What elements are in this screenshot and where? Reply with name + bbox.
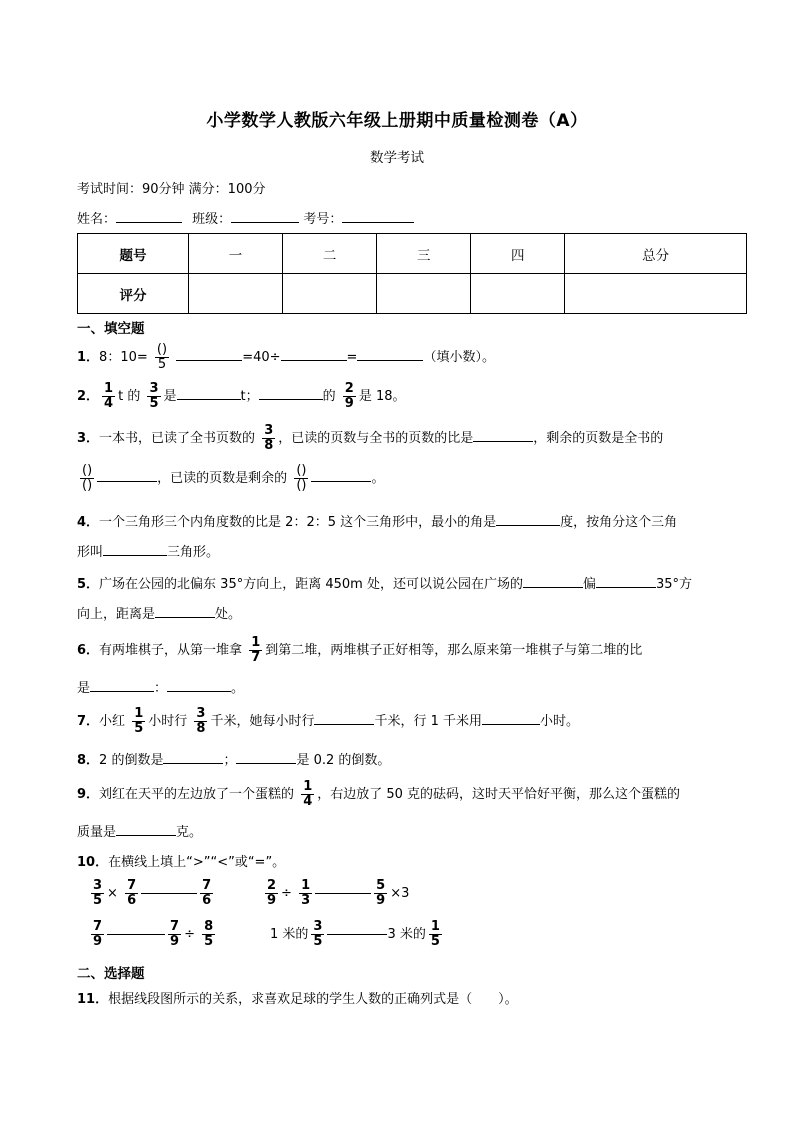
fraction: $\frac{7}{9}$ [93, 919, 103, 949]
question-10: 10．在横线上填上“>”“<”或“=”。 [77, 855, 286, 870]
answer-blank[interactable] [236, 749, 296, 764]
score-table-score-row [78, 274, 747, 314]
fraction: $\frac{2}{9}$ [344, 381, 354, 411]
answer-blank[interactable] [281, 346, 347, 361]
student-info-row [77, 208, 414, 227]
answer-blank[interactable] [259, 385, 323, 400]
fraction: $\frac{3}{5}$ [313, 919, 323, 949]
question-9-line-2: 质量是 克。 [77, 821, 202, 840]
question-9: 9．刘红在天平的左边放了一个蛋糕的 $\frac{1}{4}$ ，右边放了 50 克的砝码，这时天平恰好平衡，那么这个蛋糕的 [77, 779, 681, 809]
number-blank[interactable] [342, 208, 414, 223]
score-table-header-row [78, 234, 747, 274]
question-6-line-2: 是 ： 。 [77, 677, 244, 696]
score-header-cell: 二 [283, 234, 377, 274]
question-10-row-1-right: $\frac{2}{9}$ ÷ $\frac{1}{3}$ $\frac{5}{9}$ ×3 [267, 878, 410, 908]
fraction: $\frac{2}{9}$ [267, 878, 277, 908]
question-5-line-2: 向上，距离是 处。 [77, 603, 241, 622]
score-header-cell: 总分 [565, 234, 747, 274]
fraction: $\frac{1}{3}$ [301, 878, 311, 908]
section-multiple-choice: 二、选择题 [77, 966, 145, 982]
fraction: $\frac{()}{()}$ [82, 463, 93, 493]
score-cell[interactable] [565, 274, 747, 314]
answer-blank[interactable] [482, 710, 540, 725]
number-label: 考号： [303, 212, 343, 227]
answer-blank[interactable] [176, 346, 242, 361]
fraction: $\frac{7}{6}$ [127, 878, 137, 908]
question-10-row-2-left: $\frac{7}{9}$ $\frac{7}{9}$ ÷ $\frac{8}{5}$ [93, 919, 214, 949]
fraction: $\frac{1}{5}$ [430, 919, 440, 949]
page-title: 小学数学人教版六年级上册期中质量检测卷（A） [206, 111, 588, 131]
question-6: 6．有两堆棋子，从第一堆拿 $\frac{1}{7}$ 到第二堆，两堆棋子正好相等，那么原来第一堆棋子与第二堆的比 [77, 635, 643, 665]
fraction: $\frac{5}{9}$ [376, 878, 386, 908]
fraction: $\frac{8}{5}$ [204, 919, 214, 949]
compare-blank[interactable] [107, 934, 165, 935]
fraction: $\frac{3}{5}$ [93, 878, 103, 908]
answer-blank[interactable] [103, 541, 167, 556]
compare-blank[interactable] [327, 934, 387, 935]
answer-blank[interactable] [163, 749, 223, 764]
answer-blank[interactable] [357, 346, 423, 361]
answer-blank[interactable] [314, 710, 374, 725]
fraction: $\frac{1}{5}$ [134, 706, 144, 736]
question-3: 3．一本书，已读了全书页数的 $\frac{3}{8}$ ，已读的页数与全书的页数的比是 ，剩余的页数是全书的 [77, 423, 664, 453]
exam-info: 考试时间：90分钟 满分：100分 [77, 182, 266, 197]
fraction: $\frac{7}{9}$ [170, 919, 180, 949]
fraction: $\frac{3}{8}$ [196, 706, 206, 736]
question-8: 8．2 的倒数是 ； 是 0.2 的倒数。 [77, 749, 390, 768]
question-5: 5．广场在公园的北偏东 35°方向上，距离 450m 处，还可以说公园在广场的 偏 35°方 [77, 573, 692, 592]
answer-blank[interactable] [596, 573, 656, 588]
score-row-label: 评分 [78, 274, 189, 314]
score-cell[interactable] [471, 274, 565, 314]
question-11: 11．根据线段图所示的关系，求喜欢足球的学生人数的正确列式是（ ）。 [77, 992, 518, 1007]
class-label: 班级： [192, 212, 232, 227]
section-fill-blank: 一、填空题 [77, 321, 145, 337]
fraction: $\frac{7}{6}$ [202, 878, 212, 908]
fraction: $\frac{()}{5}$ [156, 342, 168, 372]
answer-blank[interactable] [177, 385, 241, 400]
score-header-cell: 三 [377, 234, 471, 274]
question-2: 2． $\frac{1}{4}$ t 的 $\frac{3}{5}$ 是 t； 的 $\frac{2}{9}$ 是 18。 [77, 381, 406, 411]
question-1: 1．8：10= $\frac{()}{5}$ =40÷ = （填小数）。 [77, 342, 495, 372]
name-label: 姓名： [77, 212, 117, 227]
score-table [77, 233, 747, 314]
answer-blank[interactable] [473, 427, 533, 442]
fraction: $\frac{1}{4}$ [303, 779, 313, 809]
score-header-cell: 一 [189, 234, 283, 274]
answer-blank[interactable] [155, 603, 215, 618]
score-cell[interactable] [189, 274, 283, 314]
score-cell[interactable] [283, 274, 377, 314]
question-3-line-2: $\frac{()}{()}$ ，已读的页数是剩余的 $\frac{()}{()}$ 。 [82, 463, 385, 493]
fraction: $\frac{3}{5}$ [149, 381, 159, 411]
answer-blank[interactable] [523, 573, 583, 588]
question-10-row-2-right: 1 米的 $\frac{3}{5}$ 3 米的 $\frac{1}{5}$ [270, 919, 440, 949]
score-header-cell: 题号 [78, 234, 189, 274]
question-10-row-1-left: $\frac{3}{5}$ × $\frac{7}{6}$ $\frac{7}{6}$ [93, 878, 212, 908]
compare-blank[interactable] [315, 893, 371, 894]
answer-blank[interactable] [97, 467, 157, 482]
answer-blank[interactable] [311, 467, 371, 482]
score-header-cell: 四 [471, 234, 565, 274]
name-blank[interactable] [116, 208, 182, 223]
fraction: $\frac{1}{7}$ [251, 635, 261, 665]
question-4-line-2: 形叫 三角形。 [77, 541, 219, 560]
fraction: $\frac{1}{4}$ [104, 381, 114, 411]
fraction: $\frac{()}{()}$ [296, 463, 307, 493]
score-cell[interactable] [377, 274, 471, 314]
answer-blank[interactable] [90, 677, 154, 692]
question-7: 7．小红 $\frac{1}{5}$ 小时行 $\frac{3}{8}$ 千米，她每小时行 千米，行 1 千米用 小时。 [77, 706, 580, 736]
compare-blank[interactable] [141, 893, 197, 894]
answer-blank[interactable] [496, 511, 560, 526]
fraction: $\frac{3}{8}$ [264, 423, 274, 453]
answer-blank[interactable] [116, 821, 176, 836]
answer-blank[interactable] [167, 677, 231, 692]
class-blank[interactable] [231, 208, 299, 223]
page-subtitle: 数学考试 [370, 150, 424, 166]
question-4: 4．一个三角形三个内角度数的比是 2：2：5 这个三角形中，最小的角是 度，按角分这个三角 [77, 511, 677, 530]
